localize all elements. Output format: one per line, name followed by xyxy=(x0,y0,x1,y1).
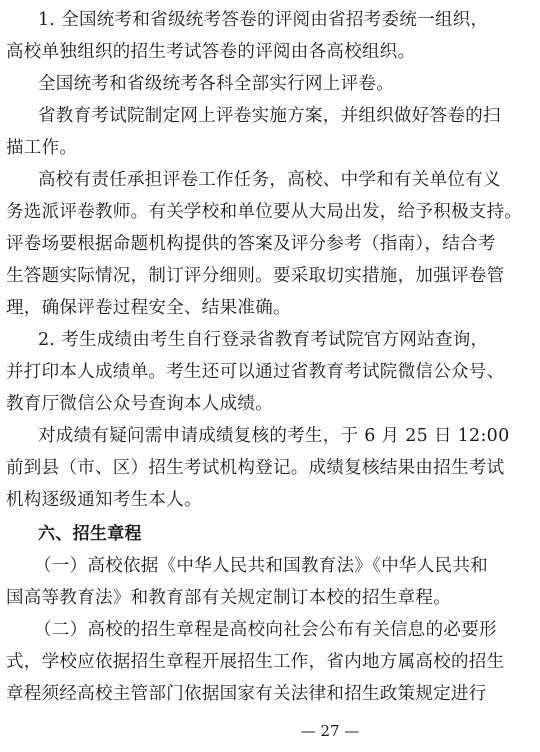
paragraph-line: 生答题实际情况，制订评分细则。要采取切实措施，加强评卷管 xyxy=(6,266,505,286)
paragraph-line: 评卷场要根据命题机构提供的答案及评分参考（指南），结合考 xyxy=(6,234,496,254)
paragraph-line: 机构逐级通知考生本人。 xyxy=(6,490,202,510)
paragraph-line: 1. 全国统考和省级统考答卷的评阅由省招考委统一组织， xyxy=(38,10,489,30)
paragraph-line: （一）高校依据《中华人民共和国教育法》《中华人民共和 xyxy=(34,556,489,576)
paragraph-line: 高校有责任承担评卷工作任务，高校、中学和有关单位有义 xyxy=(38,170,501,190)
paragraph-line: 教育厅微信公众号查询本人成绩。 xyxy=(6,394,273,414)
paragraph-line: 2. 考生成绩由考生自行登录省教育考试院官方网站查询， xyxy=(38,330,489,350)
paragraph-line: 描工作。 xyxy=(6,138,78,158)
paragraph-line: 高校单独组织的招生考试答卷的评阅由各高校组织。 xyxy=(6,42,416,62)
paragraph-line: 并打印本人成绩单。考生还可以通过省教育考试院微信公众号、 xyxy=(6,362,505,382)
paragraph-line: 国高等教育法》和教育部有关规定制订本校的招生章程。 xyxy=(6,588,451,608)
paragraph-line: （二）高校的招生章程是高校向社会公布有关信息的必要形 xyxy=(34,620,497,640)
paragraph-line: 前到县（市、区）招生考试机构登记。成绩复核结果由招生考试 xyxy=(6,458,505,478)
paragraph-line: 全国统考和省级统考各科全部实行网上评卷。 xyxy=(38,74,394,94)
paragraph-line: 省教育考试院制定网上评卷实施方案，并组织做好答卷的扫 xyxy=(38,106,501,126)
paragraph-line: 对成绩有疑问需申请成绩复核的考生，于 6 月 25 日 12:00 xyxy=(38,426,510,446)
paragraph-line: 式，学校应依据招生章程开展招生工作，省内地方属高校的招生 xyxy=(6,652,505,672)
paragraph-line: 章程须经高校主管部门依据国家有关法律和招生政策规定进行 xyxy=(6,684,487,704)
paragraph-line: 理，确保评卷过程安全、结果准确。 xyxy=(6,298,291,318)
paragraph-line: 务选派评卷教师。有关学校和单位要从大局出发，给予积极支持。 xyxy=(6,202,523,222)
section-heading: 六、招生章程 xyxy=(38,524,142,544)
page-number: — 27 — xyxy=(300,722,360,740)
